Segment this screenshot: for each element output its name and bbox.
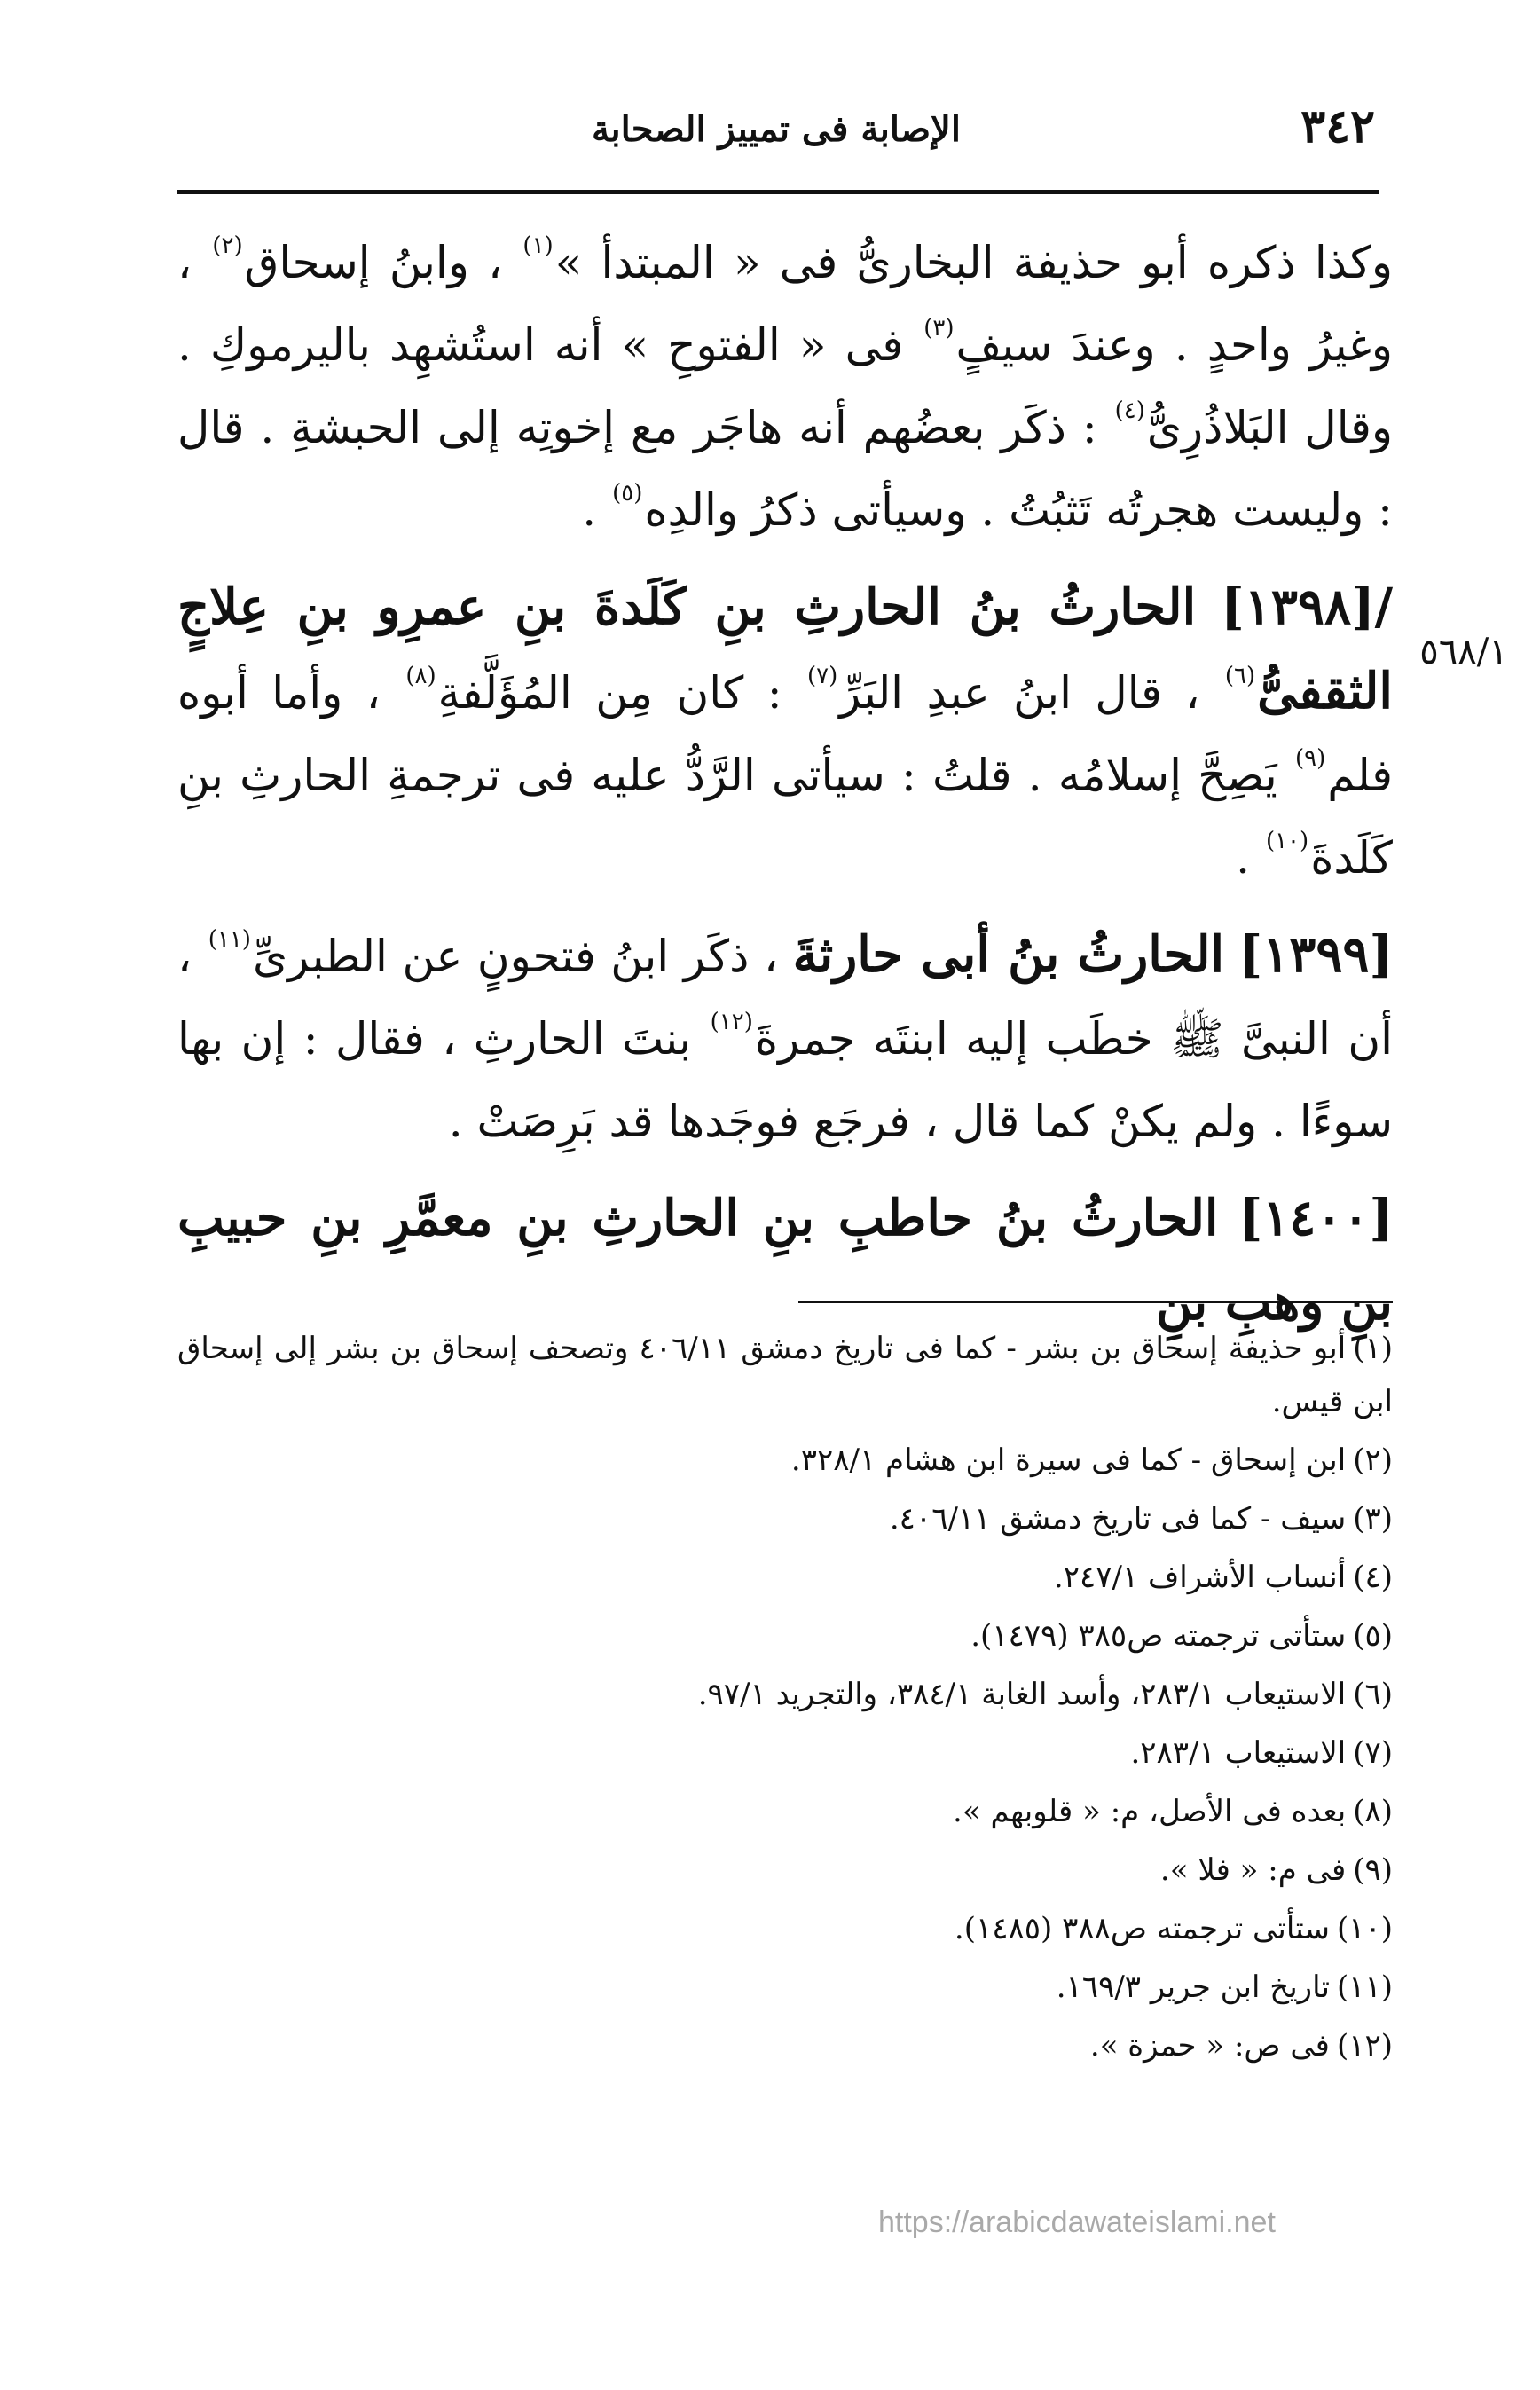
- footnote-number: (٥): [1353, 1618, 1393, 1654]
- footnote-ref-3: (٣): [923, 315, 955, 342]
- footnote: [177, 1609, 1393, 1663]
- text-run: ، وابنُ إسحاق: [244, 237, 503, 288]
- footnote: [177, 1785, 1393, 1838]
- margin-reference: ٥٦٨/١: [1419, 632, 1508, 672]
- footnote-ref-5: (٥): [612, 480, 643, 507]
- footnote-ref-2: (٢): [212, 232, 243, 259]
- footnote-number: (١٠): [1336, 1911, 1393, 1946]
- footnote-number: (٢): [1353, 1443, 1393, 1478]
- footnote-text: ابن إسحاق - كما فى سيرة ابن هشام ٣٢٨/١.: [790, 1443, 1347, 1478]
- footnote: [177, 1726, 1393, 1780]
- footnote-text: أبو حذيفة إسحاق بن بشر - كما فى تاريخ دمشق ٤٠٦/١١ وتصحف إسحاق بن بشر إلى إسحاق ابن قيس.: [177, 1331, 1393, 1419]
- footnote-number: (٩): [1353, 1852, 1393, 1888]
- text-run: ، وغيرُ واحدٍ . وعندَ سيفٍ: [177, 237, 1393, 371]
- footnote-text: بعده فى الأصل، م: « قلوبهم ».: [953, 1794, 1347, 1829]
- page-number: ٣٤٢: [1300, 99, 1375, 153]
- footnote: [177, 1902, 1393, 1955]
- footnote-text: فى ص: « حمزة ».: [1089, 2028, 1330, 2064]
- footnote-ref-12: (١٢): [710, 1009, 753, 1035]
- footnote-ref-11: (١١): [208, 926, 251, 953]
- text-run: : كان مِن المُؤَلَّفةِ: [437, 667, 782, 719]
- text-run: ، ذكَر ابنُ فتحونٍ عن الطبرىِّ: [252, 931, 779, 982]
- text-run: : ذكَر بعضُهم أنه هاجَر مع إخوتِه إلى الحبشةِ . قال : وليست هجرتُه تَثبُتُ . وسيأتى ذكرُ والدِه: [177, 402, 1393, 536]
- footnote: [177, 1322, 1393, 1428]
- footnote-text: ستأتى ترجمته ص٣٨٨ (١٤٨٥).: [954, 1911, 1330, 1946]
- footnote-ref-4: (٤): [1114, 397, 1145, 424]
- margin-marker: /: [1374, 578, 1394, 636]
- entry-name: الحارثُ بنُ حاطبِ بنِ الحارثِ بنِ معمَّرِ بنِ حبيبِ بنِ وهبِ بنِ: [177, 1189, 1393, 1332]
- footnote: [177, 1492, 1393, 1545]
- text-run: ، أن النبىَّ ﷺ خطَب إليه ابنتَه جمرةَ: [177, 931, 1393, 1065]
- footnote: [177, 1434, 1393, 1487]
- footnote: [177, 1961, 1393, 2014]
- footnotes: [177, 1322, 1393, 2078]
- header-rule: [177, 190, 1379, 194]
- footnote-ref-7: (٧): [806, 663, 838, 689]
- footnote: [177, 1844, 1393, 1897]
- paragraph-continuation: [177, 222, 1393, 552]
- book-title: الإصابة فى تمييز الصحابة: [592, 108, 961, 150]
- footnote-ref-10: (١٠): [1265, 828, 1309, 854]
- entry-1398: [177, 566, 1393, 900]
- footnote-number: (١٢): [1336, 2028, 1393, 2064]
- footnote-number: (٦): [1353, 1677, 1393, 1712]
- text-run: بنتَ الحارثِ ، فقال : إن بها سوءًا . ولم يكنْ كما قال ، فرجَع فوجَدها قد بَرِصَتْ .: [177, 1013, 1393, 1147]
- footnote-number: (١): [1353, 1331, 1393, 1366]
- footnote-number: (٣): [1353, 1501, 1393, 1537]
- footnote-text: الاستيعاب ٢٨٣/١.: [1130, 1735, 1347, 1771]
- entry-number: [١٣٩٩]: [1238, 925, 1393, 984]
- text-run: ، قال ابنُ عبدِ البَرِّ: [839, 667, 1200, 719]
- text-run: ، وأما أبوه فلم: [177, 667, 1393, 801]
- footnote-ref-1: (١): [522, 232, 554, 259]
- watermark: https://arabicdawateislami.net: [878, 2205, 1276, 2239]
- footnote: [177, 1551, 1393, 1604]
- entry-number: [١٣٩٨]: [1221, 578, 1375, 636]
- footnote-text: الاستيعاب ٢٨٣/١، وأسد الغابة ٣٨٤/١، والتجريد ٩٧/١.: [697, 1677, 1347, 1712]
- footnote-number: (٨): [1353, 1794, 1393, 1829]
- text-run: .: [582, 484, 597, 536]
- footnote-ref-6: (٦): [1224, 663, 1256, 689]
- text-run: وكذا ذكره أبو حذيفة البخارىُّ فى « المبتدأ »: [554, 237, 1393, 288]
- footnote-number: (٧): [1353, 1735, 1393, 1771]
- footnote: [177, 1668, 1393, 1721]
- footnote-ref-9: (٩): [1294, 745, 1326, 772]
- text-run: .: [1236, 832, 1251, 884]
- footnote-number: (٤): [1353, 1560, 1393, 1595]
- entry-1399: [177, 914, 1393, 1163]
- footnote-number: (١١): [1336, 1969, 1393, 2005]
- footnote-text: فى م: « فلا ».: [1159, 1852, 1347, 1888]
- entry-number: [١٤٠٠]: [1238, 1189, 1393, 1247]
- entry-name: الحارثُ بنُ الحارثِ بنِ كَلَدةَ بنِ عمرِو بنِ عِلاجٍ الثقفىُّ: [177, 578, 1393, 720]
- footnote: [177, 2019, 1393, 2072]
- text-run: فى « الفتوحِ » أنه استُشهِد باليرموكِ . وقال البَلاذُرِىُّ: [177, 319, 1393, 453]
- footnote-text: تاريخ ابن جرير ١٦٩/٣.: [1056, 1969, 1330, 2005]
- footnote-rule: [798, 1301, 1393, 1303]
- footnote-text: أنساب الأشراف ٢٤٧/١.: [1053, 1560, 1347, 1595]
- footnote-ref-8: (٨): [405, 663, 436, 689]
- entry-1400: [177, 1177, 1393, 1346]
- main-text: [177, 222, 1393, 1346]
- entry-name: الحارثُ بنُ أبى حارثةَ: [792, 925, 1225, 984]
- footnote-text: سيف - كما فى تاريخ دمشق ٤٠٦/١١.: [889, 1501, 1347, 1537]
- running-head: [177, 99, 1375, 161]
- footnote-text: ستأتى ترجمته ص٣٨٥ (١٤٧٩).: [970, 1618, 1347, 1654]
- text-run: يَصِحَّ إسلامُه . قلتُ : سيأتى الرَّدُّ عليه فى ترجمةِ الحارثِ بنِ كَلَدةَ: [177, 750, 1393, 884]
